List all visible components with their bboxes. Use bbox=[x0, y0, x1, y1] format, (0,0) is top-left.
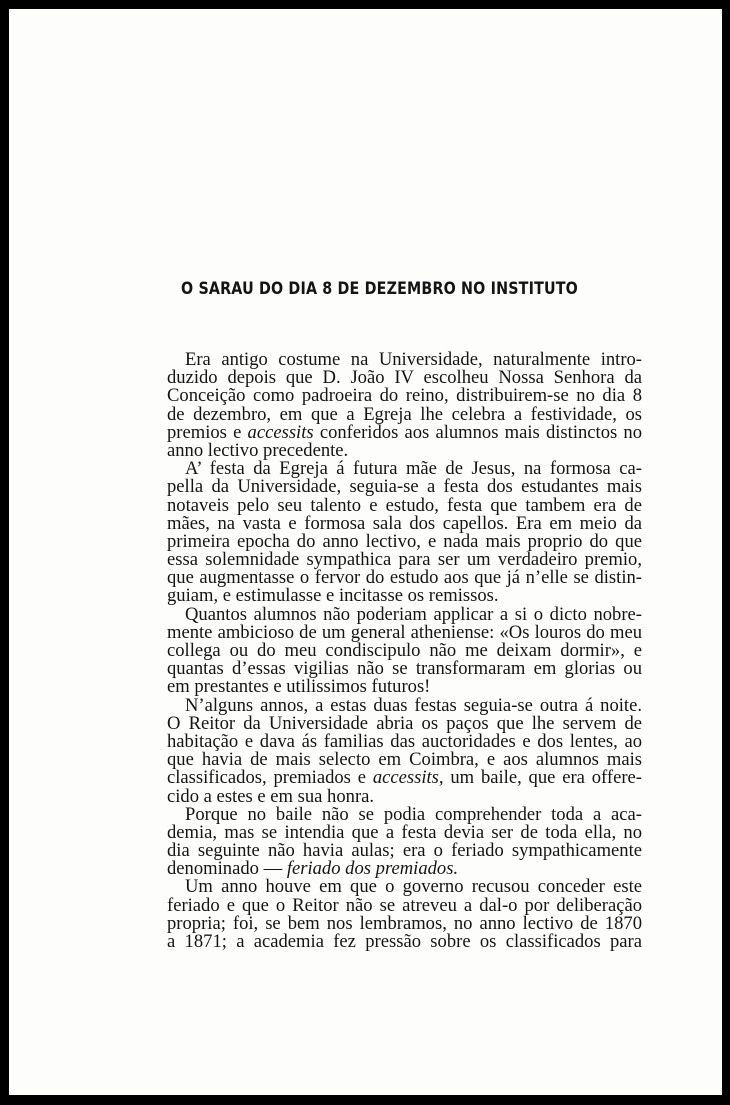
text-line: mães, na vasta e formosa sala dos capellos. Era em meio da bbox=[167, 512, 642, 534]
italic-term: feriado dos premiados. bbox=[286, 858, 459, 880]
body-text bbox=[167, 351, 642, 951]
paragraph-6 bbox=[167, 878, 642, 951]
text-segment: classificados, premiados e bbox=[167, 767, 373, 789]
chapter-title: O SARAU DO DIA 8 DE DEZEMBRO NO INSTITUTO bbox=[181, 279, 578, 299]
text-line: a 1871; a academia fez pressão sobre os classificados para bbox=[167, 931, 642, 952]
text-line bbox=[167, 769, 642, 787]
text-line: propria; foi, se bem nos lembramos, no anno lectivo de 1870 bbox=[167, 912, 642, 934]
text-line: guiam, e estimulasse e incitasse os remissos. bbox=[167, 585, 499, 607]
text-line: Um anno houve em que o governo recusou conceder este bbox=[185, 876, 642, 898]
paragraph-2 bbox=[167, 460, 642, 606]
paragraph-1 bbox=[167, 351, 642, 460]
text-line: Porque no baile não se podia comprehender toda a aca- bbox=[185, 803, 642, 825]
text-line: demia, mas se intendia que a festa devia ser de toda ella, no bbox=[167, 821, 642, 843]
text-line: dia seguinte não havia aulas; era o feriado sympathicamente bbox=[167, 840, 642, 862]
text-line: em prestantes e utilissimos futuros! bbox=[167, 676, 431, 698]
text-line: mente ambicioso de um general atheniense: «Os louros do meu bbox=[167, 621, 642, 643]
text-line: Conceição como padroeira do reino, distribuirem-se no dia 8 bbox=[167, 385, 642, 407]
text-line: essa solemnidade sympathica para ser um verdadeiro premio, bbox=[167, 549, 642, 571]
text-line: Era antigo costume na Universidade, naturalmente intro- bbox=[185, 349, 642, 370]
text-line: primeira epocha do anno lectivo, e nada mais proprio do que bbox=[167, 530, 642, 552]
italic-term: accessits, bbox=[372, 767, 444, 789]
text-line: A’ festa da Egreja á futura mãe de Jesus, na formosa ca- bbox=[185, 458, 642, 480]
text-line: duzido depois que D. João IV escolheu Nossa Senhora da bbox=[167, 367, 642, 389]
text-line: O Reitor da Universidade abria os paços que lhe servem de bbox=[167, 712, 642, 734]
text-segment: denominado — bbox=[167, 858, 287, 880]
paragraph-4 bbox=[167, 694, 642, 807]
text-line: feriado e que o Reitor não se atreveu a dal-o por deliberação bbox=[167, 894, 642, 916]
text-line: que augmentasse o fervor do estudo aos que já n’elle se distin- bbox=[167, 567, 642, 589]
text-line: collega ou do meu condiscipulo não me deixam dormir», e bbox=[167, 640, 642, 661]
text-line: notaveis pelo seu talento e estudo, festa que tambem era de bbox=[167, 494, 642, 516]
text-line: anno lectivo precedente. bbox=[167, 439, 349, 461]
paragraph-5 bbox=[167, 803, 642, 880]
text-line: habitação e dava ás familias das auctoridades e dos lentes, ao bbox=[167, 730, 642, 752]
text-segment: um baile, que era offere- bbox=[443, 767, 642, 789]
text-line: que havia de mais selecto em Coimbra, e aos alumnos mais bbox=[167, 749, 642, 771]
paragraph-3 bbox=[167, 603, 642, 698]
text-segment: conferidos aos alumnos mais distinctos no bbox=[313, 421, 643, 443]
text-line: Quantos alumnos não poderiam applicar a si o dicto nobre- bbox=[185, 603, 642, 625]
text-line: cido a estes e em sua honra. bbox=[167, 785, 375, 807]
book-page bbox=[9, 9, 722, 1095]
text-line: N’alguns annos, a estas duas festas seguia-se outra á noite. bbox=[185, 694, 642, 716]
italic-term: accessits bbox=[247, 421, 314, 443]
text-line: pella da Universidade, seguia-se a festa dos estudantes mais bbox=[167, 476, 642, 498]
text-line: de dezembro, em que a Egreja lhe celebra a festividade, os bbox=[167, 403, 642, 425]
text-line: quantas d’essas vigilias não se transformaram em glorias ou bbox=[167, 658, 642, 680]
text-segment: premios e bbox=[167, 421, 248, 443]
